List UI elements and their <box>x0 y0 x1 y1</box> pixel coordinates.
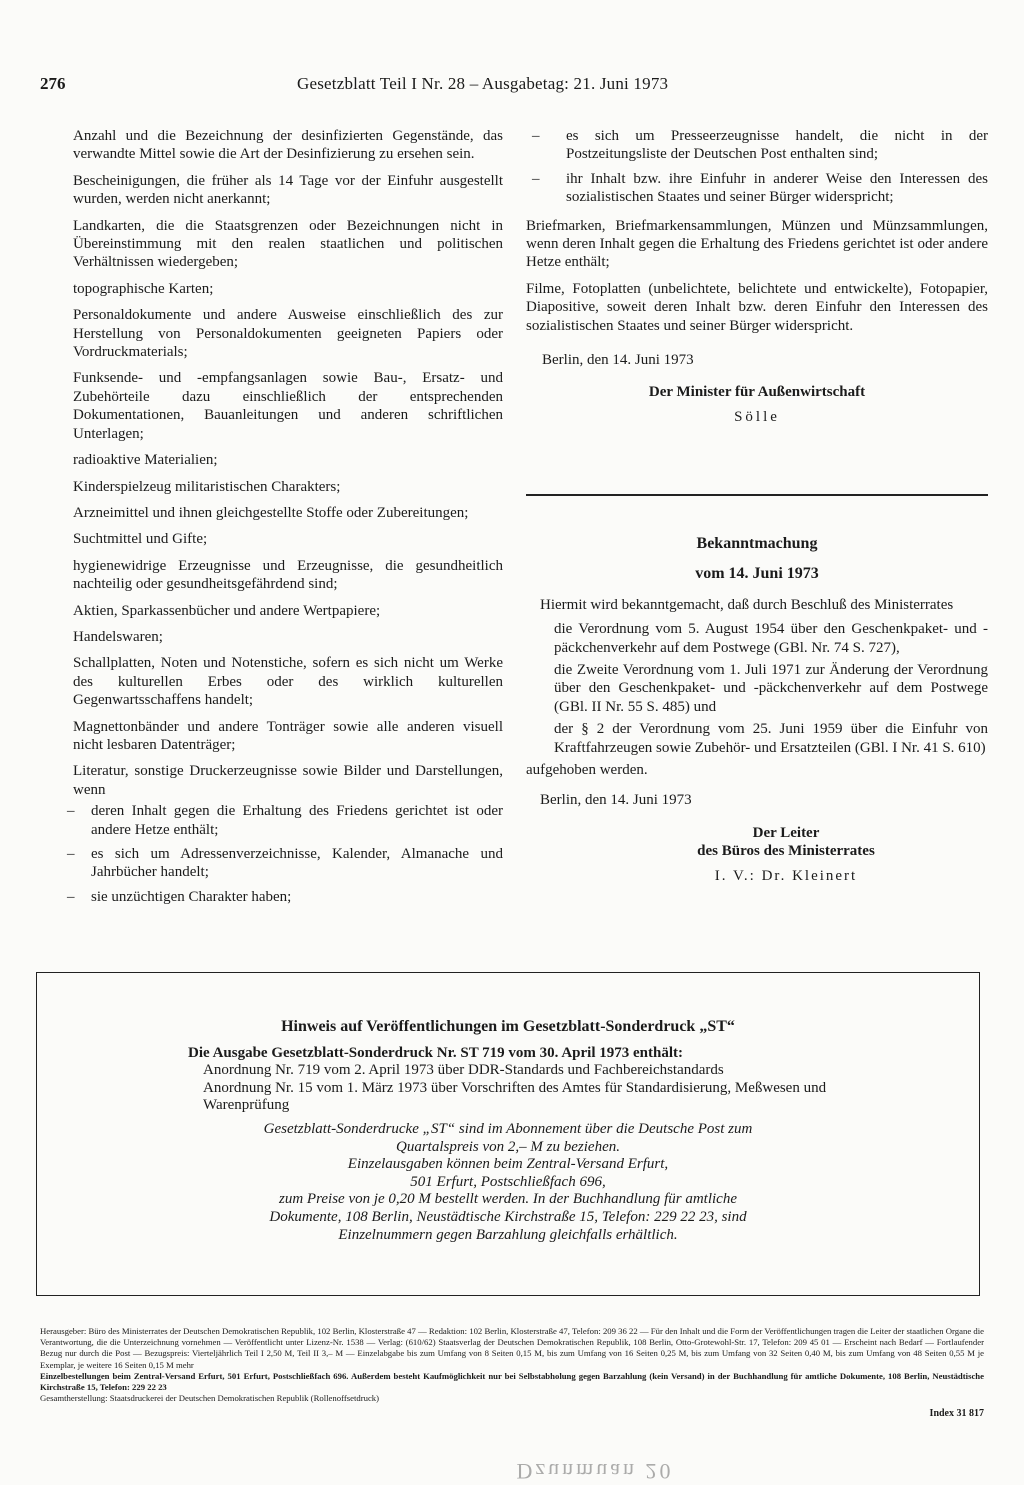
notice-italic-line: Quartalspreis von 2,– M zu beziehen. <box>395 1138 620 1155</box>
impressum-text: Herausgeber: Büro des Ministerrates der Deutschen Demokratischen Republik, 102 Berlin, Klosterstraße 47 — Redaktion: 102 Berlin, Klosterstraße 47, Telefon: 209 36 22 — Für den Inhalt und die Form der Veröffentlichungen tragen die Leiter der staatlichen Organe die Verantwortung, die die Unterzeichnung vornehmen — Veröffentlicht unter Lizenz-Nr. 1538 — Verlag: (610/62) Staatsverlag der Deutschen Demokratischen Republik, 108 Berlin, Otto-Grotewohl-Str. 17, Telefon: 209 45 01 — Erscheint nach Bedarf — Fortlaufender Bezug nur durch die Post — Bezugspreis: Vierteljährlich Teil I 2,50 M, Teil II 3,– M — Einzelabgabe bis zum Umfang von 8 Seiten 0,15 M, bis zum Umfang von 16 Seiten 0,25 M, bis zum Umfang von 32 Seiten 0,40 M, bis zum Umfang von 48 Seiten 0,55 M je Exemplar, je weitere 16 Seiten 0,15 M mehr <box>40 1326 984 1370</box>
notice-italic-line: 501 Erfurt, Postschließfach 696, <box>410 1173 606 1190</box>
paragraph: Schallplatten, Noten und Notenstiche, sofern es sich nicht um Werke des kulturellen Erbes oder des wirklich kulturellen Gegenwartsschaffens handelt; <box>73 655 503 709</box>
paragraph: Arzneimittel und ihnen gleichgestellte Stoffe oder Zubereitungen; <box>73 504 469 521</box>
page-number: 276 <box>40 74 66 93</box>
signature-title: Der Leiter <box>752 824 820 841</box>
dash-mark: – <box>532 170 540 187</box>
paragraph: Filme, Fotoplatten (unbelichtete, belichtete und entwickelte), Fotopapier, Diapositive, soweit deren Inhalt bzw. deren Einfuhr den Interessen des sozialistischen Staates und seiner Bürger widerspricht. <box>526 280 988 334</box>
paragraph: Landkarten, die die Staatsgrenzen oder Bezeichnungen nicht in Übereinstimmung mit den realen staatlichen und politischen Verhältnissen wiedergeben; <box>73 217 503 271</box>
notice-italic-line: Gesetzblatt-Sonderdrucke „ST“ sind im Abonnement über die Deutsche Post zum <box>263 1120 753 1137</box>
dash-item-text: ihr Inhalt bzw. ihre Einfuhr in anderer Weise den Interessen des sozialistischen Staates und seiner Bürger widerspricht; <box>566 170 988 206</box>
paragraph: Bescheinigungen, die früher als 14 Tage vor der Einfuhr ausgestellt wurden, werden nicht anerkannt; <box>73 172 503 208</box>
notice-italic-line: Dokumente, 108 Berlin, Neustädtische Kirchstraße 15, Telefon: 229 22 23, sind <box>269 1208 747 1225</box>
paragraph: Suchtmittel und Gifte; <box>73 531 208 548</box>
paragraph: Kinderspielzeug militaristischen Charakters; <box>73 478 341 495</box>
paragraph: Handelswaren; <box>73 628 163 645</box>
paragraph: topographische Karten; <box>73 280 214 297</box>
announcement-title: Bekanntmachung <box>696 535 818 552</box>
dash-item-text: es sich um Adressenverzeichnisse, Kalender, Almanache und Jahrbücher handelt; <box>91 846 503 881</box>
dash-item <box>526 127 988 164</box>
place-date: Berlin, den 14. Juni 1973 <box>540 792 692 809</box>
dash-item <box>526 170 988 207</box>
dash-item-text: deren Inhalt gegen die Erhaltung des Friedens gerichtet ist oder andere Hetze enthält; <box>91 803 503 838</box>
page-header <box>40 74 740 104</box>
right-column <box>526 127 988 434</box>
dash-item <box>67 802 503 839</box>
dash-item-text: es sich um Presseerzeugnisse handelt, die nicht in der Postzeitungsliste der Deutschen Post enthalten sind; <box>566 128 988 163</box>
announcement <box>526 535 988 893</box>
notice-title: Hinweis auf Veröffentlichungen im Gesetzblatt-Sonderdruck „ST“ <box>281 1018 735 1035</box>
dash-mark: – <box>532 128 540 144</box>
library-stamp: Dzunmuan 20 <box>516 1459 674 1484</box>
paragraph: Briefmarken, Briefmarkensammlungen, Münzen und Münzsammlungen, wenn deren Inhalt gegen die Erhaltung des Friedens gerichtet ist oder andere Hetze enthält; <box>526 217 988 271</box>
header-title: Gesetzblatt Teil I Nr. 28 – Ausgabetag: 21. Juni 1973 <box>297 74 669 93</box>
paragraph: Personaldokumente und andere Ausweise einschließlich des zur Herstellung von Personaldokumenten geeigneten Papiers oder Vordruckmaterials; <box>73 307 503 361</box>
impressum-ordering: Einzelbestellungen beim Zentral-Versand Erfurt, 501 Erfurt, Postschließfach 696. Außerdem besteht Kaufmöglichkeit nur bei Selbstabholung gegen Barzahlung (kein Versand) in der Buchhandlung für amtliche Dokumente, 108 Berlin, Neustädtische Kirchstraße 15, Telefon: 229 22 23 <box>40 1370 984 1393</box>
impressum-printer: Gesamtherstellung: Staatsdruckerei der Deutschen Demokratischen Republik (Rollenoffsetdruck) <box>40 1393 380 1404</box>
announcement-intro: Hiermit wird bekanntgemacht, daß durch Beschluß des Ministerrates <box>540 596 954 613</box>
paragraph: Aktien, Sparkassenbücher und andere Wertpapiere; <box>73 602 381 619</box>
notice-line: Anordnung Nr. 15 vom 1. März 1973 über Vorschriften des Amtes für Standardisierung, Meßwesen und Warenprüfung <box>203 1079 827 1114</box>
section-divider <box>526 494 988 496</box>
dash-mark: – <box>67 803 75 820</box>
paragraph: Funksende- und -empfangsanlagen sowie Bau-, Ersatz- und Zubehörteile dazu einschließlich der entsprechenden Dokumentationen, Bauanleitungen und anderen schriftlichen Unterlagen; <box>73 370 503 442</box>
signature-name: Sölle <box>734 408 780 425</box>
place-date: Berlin, den 14. Juni 1973 <box>542 352 694 369</box>
repealed-item: die Verordnung vom 5. August 1954 über den Geschenkpaket- und -päckchenverkehr auf dem Postwege (GBl. Nr. 74 S. 727), <box>554 621 988 656</box>
impressum <box>40 1326 984 1404</box>
paragraph: hygienewidrige Erzeugnisse und Erzeugnisse, die gesundheitlich nachteilig oder gesundheitsgefährdend sind; <box>73 557 503 593</box>
notice-italic-line: zum Preise von je 0,20 M bestellt werden. In der Buchhandlung für amtliche <box>279 1191 737 1208</box>
announcement-end: aufgehoben werden. <box>526 762 648 779</box>
notice-italic-line: Einzelausgaben können beim Zentral-Versand Erfurt, <box>347 1156 669 1173</box>
repealed-item: der § 2 der Verordnung vom 25. Juni 1959 über die Einfuhr von Kraftfahrzeugen sowie Zubehör- und Ersatzteilen (GBl. I Nr. 41 S. 610) <box>554 721 988 756</box>
dash-item-text: sie unzüchtigen Charakter haben; <box>91 888 292 905</box>
repealed-item: die Zweite Verordnung vom 1. Juli 1971 zur Änderung der Verordnung über den Geschenkpaket- und -päckchenverkehr auf dem Postwege (GBl. II Nr. 55 S. 485) und <box>554 662 988 715</box>
paragraph: Anzahl und die Bezeichnung der desinfizierten Gegenstände, das verwandte Mittel sowie die Art der Desinfizierung zu ersehen sein. <box>73 128 503 163</box>
announcement-date: vom 14. Juni 1973 <box>695 565 819 583</box>
dash-item <box>67 888 503 906</box>
paragraph: Magnettonbänder und andere Tonträger sowie alle anderen visuell nicht lesbaren Datenträger; <box>73 718 503 753</box>
paragraph: Literatur, sonstige Druckerzeugnisse sowie Bilder und Darstellungen, wenn <box>73 763 503 798</box>
index-number: Index 31 817 <box>929 1408 984 1419</box>
signature-name: I. V.: Dr. Kleinert <box>714 867 858 884</box>
left-column <box>67 127 503 912</box>
paragraph: radioaktive Materialien; <box>73 452 218 469</box>
dash-item <box>67 845 503 882</box>
dash-mark: – <box>67 888 75 905</box>
signature-title: Der Minister für Außenwirtschaft <box>648 384 866 401</box>
notice-italic-line: Einzelnummern gegen Barzahlung gleichfalls erhältlich. <box>338 1226 678 1243</box>
signature-title: des Büros des Ministerrates <box>697 843 875 860</box>
notice-subtitle: Die Ausgabe Gesetzblatt-Sonderdruck Nr. ST 719 vom 30. April 1973 enthält: <box>188 1044 684 1061</box>
notice-line: Anordnung Nr. 719 vom 2. April 1973 über DDR-Standards und Fachbereichstandards <box>203 1062 724 1079</box>
dash-mark: – <box>67 846 75 862</box>
notice-box <box>36 972 980 1296</box>
